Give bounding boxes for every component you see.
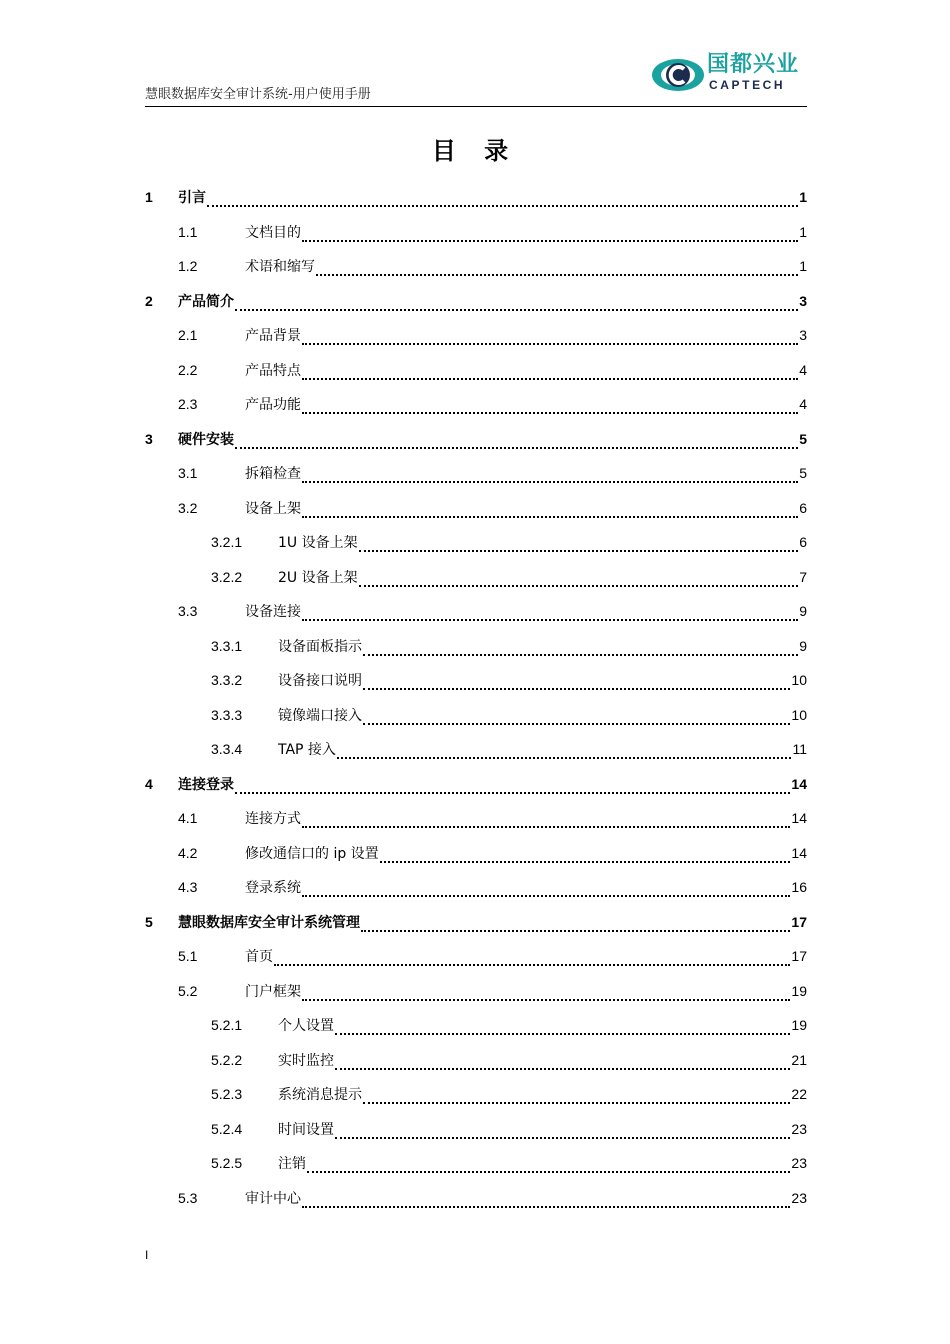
toc-entry-page: 10 bbox=[791, 672, 807, 689]
toc-dot-leader bbox=[302, 467, 798, 483]
toc-dot-leader bbox=[302, 812, 790, 828]
toc-entry[interactable] bbox=[145, 663, 807, 698]
toc-entry-number: 3.2 bbox=[178, 499, 198, 516]
toc-entry-page: 21 bbox=[791, 1051, 807, 1068]
toc-entry[interactable] bbox=[145, 1043, 807, 1078]
toc-entry-label: 设备接口说明 bbox=[278, 673, 362, 690]
toc-dot-leader bbox=[363, 674, 790, 690]
toc-entry-number: 3.1 bbox=[178, 465, 198, 482]
toc-entry[interactable] bbox=[145, 1181, 807, 1216]
toc-entry[interactable] bbox=[145, 422, 807, 457]
toc-dot-leader bbox=[359, 571, 799, 587]
toc-dot-leader bbox=[302, 1192, 790, 1208]
toc-entry[interactable] bbox=[145, 180, 807, 215]
toc-entry-number: 3.2.2 bbox=[211, 568, 243, 585]
toc-entry-label: 首页 bbox=[245, 949, 273, 966]
toc-entry-number: 2.1 bbox=[178, 327, 198, 344]
toc-entry-label: 产品特点 bbox=[245, 362, 301, 379]
toc-entry[interactable] bbox=[145, 215, 807, 250]
toc-entry-page: 4 bbox=[799, 396, 807, 413]
toc-dot-leader bbox=[337, 743, 792, 759]
toc-entry-page: 11 bbox=[792, 741, 807, 758]
toc-entry-number: 4.3 bbox=[178, 879, 198, 896]
toc-entry-label: 系统消息提示 bbox=[278, 1087, 362, 1104]
toc-dot-leader bbox=[307, 1157, 790, 1173]
toc-dot-leader bbox=[335, 1019, 790, 1035]
toc-entry-page: 23 bbox=[791, 1189, 807, 1206]
captech-logo-icon bbox=[651, 56, 705, 94]
toc-entry[interactable] bbox=[145, 318, 807, 353]
toc-entry-number: 2 bbox=[145, 292, 153, 309]
toc-dot-leader bbox=[302, 329, 798, 345]
toc-entry-page: 5 bbox=[799, 465, 807, 482]
toc-entry[interactable] bbox=[145, 767, 807, 802]
logo-english-name: CAPTECH bbox=[709, 78, 786, 92]
toc-entry-label: 个人设置 bbox=[278, 1018, 334, 1035]
toc-dot-leader bbox=[302, 398, 798, 414]
toc-entry-number: 4.2 bbox=[178, 844, 198, 861]
toc-entry-page: 1 bbox=[799, 258, 807, 275]
toc-entry-page: 22 bbox=[791, 1086, 807, 1103]
company-logo bbox=[647, 53, 807, 95]
toc-entry-number: 5.3 bbox=[178, 1189, 198, 1206]
toc-entry-number: 4 bbox=[145, 775, 153, 792]
toc-entry-label: 镜像端口接入 bbox=[278, 707, 362, 724]
toc-entry-number: 3.3.4 bbox=[211, 741, 243, 758]
toc-entry-page: 10 bbox=[791, 706, 807, 723]
toc-entry[interactable] bbox=[145, 491, 807, 526]
toc-entry-number: 5.2.2 bbox=[211, 1051, 243, 1068]
toc-entry-label: 产品功能 bbox=[245, 397, 301, 414]
toc-entry-label: 连接登录 bbox=[178, 776, 234, 793]
toc-entry-label: 硬件安装 bbox=[178, 431, 234, 448]
toc-entry-number: 1.1 bbox=[178, 223, 198, 240]
toc-entry-number: 5 bbox=[145, 913, 153, 930]
toc-entry-number: 3.3.3 bbox=[211, 706, 243, 723]
toc-dot-leader bbox=[380, 847, 791, 863]
toc-dot-leader bbox=[335, 1123, 790, 1139]
toc-dot-leader bbox=[302, 605, 798, 621]
toc-entry[interactable] bbox=[145, 1008, 807, 1043]
toc-entry[interactable] bbox=[145, 284, 807, 319]
toc-entry-page: 4 bbox=[799, 361, 807, 378]
toc-entry-number: 5.1 bbox=[178, 948, 198, 965]
toc-dot-leader bbox=[207, 191, 798, 207]
toc-entry[interactable] bbox=[145, 249, 807, 284]
footer-page-number: I bbox=[145, 1248, 149, 1262]
toc-dot-leader bbox=[363, 709, 790, 725]
toc-entry-page: 5 bbox=[799, 430, 807, 447]
toc-dot-leader bbox=[235, 778, 790, 794]
toc-entry-page: 1 bbox=[799, 189, 807, 206]
toc-entry[interactable] bbox=[145, 1077, 807, 1112]
toc-entry[interactable] bbox=[145, 456, 807, 491]
toc-entry-label: 1U 设备上架 bbox=[278, 535, 358, 552]
toc-entry-number: 3.3.2 bbox=[211, 672, 243, 689]
page-header bbox=[145, 50, 807, 107]
toc-entry-label: 连接方式 bbox=[245, 811, 301, 828]
toc-dot-leader bbox=[363, 1088, 790, 1104]
toc-entry-label: 设备连接 bbox=[245, 604, 301, 621]
document-title: 慧眼数据库安全审计系统-用户使用手册 bbox=[145, 87, 371, 102]
table-of-contents bbox=[145, 180, 807, 1215]
toc-entry-number: 5.2.4 bbox=[211, 1120, 243, 1137]
toc-entry-number: 3.3 bbox=[178, 603, 198, 620]
toc-entry-number: 5.2 bbox=[178, 982, 198, 999]
toc-dot-leader bbox=[359, 536, 799, 552]
toc-dot-leader bbox=[235, 295, 798, 311]
toc-entry[interactable] bbox=[145, 560, 807, 595]
toc-entry-label: 慧眼数据库安全审计系统管理 bbox=[178, 914, 360, 931]
toc-entry-number: 3 bbox=[145, 430, 153, 447]
toc-entry-number: 4.1 bbox=[178, 810, 198, 827]
toc-dot-leader bbox=[302, 364, 798, 380]
toc-entry-page: 16 bbox=[791, 879, 807, 896]
toc-dot-leader bbox=[274, 950, 790, 966]
toc-entry-number: 1.2 bbox=[178, 258, 198, 275]
toc-entry-page: 6 bbox=[799, 499, 807, 516]
toc-dot-leader bbox=[235, 433, 798, 449]
toc-entry[interactable] bbox=[145, 974, 807, 1009]
toc-entry[interactable] bbox=[145, 698, 807, 733]
toc-entry-page: 6 bbox=[799, 534, 807, 551]
toc-entry[interactable] bbox=[145, 801, 807, 836]
toc-entry-number: 5.2.1 bbox=[211, 1017, 243, 1034]
toc-entry-page: 1 bbox=[799, 223, 807, 240]
toc-entry-page: 3 bbox=[799, 292, 807, 309]
toc-entry-label: 术语和缩写 bbox=[245, 259, 315, 276]
toc-entry-label: 设备面板指示 bbox=[278, 638, 362, 655]
toc-dot-leader bbox=[363, 640, 798, 656]
toc-entry-label: 引言 bbox=[178, 190, 206, 207]
toc-entry-page: 7 bbox=[799, 568, 807, 585]
toc-entry-page: 19 bbox=[791, 982, 807, 999]
toc-dot-leader bbox=[302, 502, 798, 518]
toc-entry[interactable] bbox=[145, 905, 807, 940]
toc-title: 目 录 bbox=[431, 137, 519, 165]
toc-entry[interactable] bbox=[145, 387, 807, 422]
toc-dot-leader bbox=[302, 226, 798, 242]
toc-dot-leader bbox=[335, 1054, 790, 1070]
toc-entry-label: 产品简介 bbox=[178, 293, 234, 310]
toc-entry-page: 23 bbox=[791, 1120, 807, 1137]
toc-entry-label: 拆箱检查 bbox=[245, 466, 301, 483]
toc-entry-label: 2U 设备上架 bbox=[278, 569, 358, 586]
toc-entry-page: 17 bbox=[791, 913, 807, 930]
toc-entry-label: 注销 bbox=[278, 1156, 306, 1173]
toc-entry-label: 时间设置 bbox=[278, 1121, 334, 1138]
toc-entry[interactable] bbox=[145, 870, 807, 905]
toc-entry-page: 14 bbox=[791, 810, 807, 827]
toc-dot-leader bbox=[316, 260, 798, 276]
toc-entry-number: 2.3 bbox=[178, 396, 198, 413]
toc-entry-page: 14 bbox=[791, 775, 807, 792]
toc-entry[interactable] bbox=[145, 629, 807, 664]
toc-entry-page: 14 bbox=[791, 844, 807, 861]
toc-entry-label: 产品背景 bbox=[245, 328, 301, 345]
toc-entry-label: 文档目的 bbox=[245, 224, 301, 241]
toc-entry-label: 登录系统 bbox=[245, 880, 301, 897]
toc-entry-page: 23 bbox=[791, 1155, 807, 1172]
toc-entry-label: 设备上架 bbox=[245, 500, 301, 517]
toc-entry-number: 5.2.3 bbox=[211, 1086, 243, 1103]
toc-entry-number: 3.2.1 bbox=[211, 534, 243, 551]
toc-entry-page: 9 bbox=[799, 603, 807, 620]
toc-dot-leader bbox=[302, 985, 790, 1001]
toc-entry[interactable] bbox=[145, 594, 807, 629]
toc-entry-number: 1 bbox=[145, 189, 153, 206]
toc-entry-page: 19 bbox=[791, 1017, 807, 1034]
toc-entry-label: 实时监控 bbox=[278, 1052, 334, 1069]
toc-entry-label: 修改通信口的 ip 设置 bbox=[245, 845, 379, 862]
toc-entry-number: 2.2 bbox=[178, 361, 198, 378]
toc-entry-page: 3 bbox=[799, 327, 807, 344]
toc-entry[interactable] bbox=[145, 939, 807, 974]
toc-entry-label: TAP 接入 bbox=[278, 742, 336, 759]
toc-dot-leader bbox=[302, 881, 790, 897]
toc-entry[interactable] bbox=[145, 1112, 807, 1147]
toc-entry[interactable] bbox=[145, 525, 807, 560]
toc-entry[interactable] bbox=[145, 1146, 807, 1181]
logo-chinese-name: 国都兴业 bbox=[707, 52, 800, 77]
toc-entry-number: 5.2.5 bbox=[211, 1155, 243, 1172]
toc-entry[interactable] bbox=[145, 353, 807, 388]
toc-entry[interactable] bbox=[145, 732, 807, 767]
toc-entry-label: 门户框架 bbox=[245, 983, 301, 1000]
toc-entry[interactable] bbox=[145, 836, 807, 871]
toc-entry-page: 9 bbox=[799, 637, 807, 654]
toc-entry-page: 17 bbox=[791, 948, 807, 965]
toc-entry-label: 审计中心 bbox=[245, 1190, 301, 1207]
toc-entry-number: 3.3.1 bbox=[211, 637, 243, 654]
toc-dot-leader bbox=[361, 916, 790, 932]
